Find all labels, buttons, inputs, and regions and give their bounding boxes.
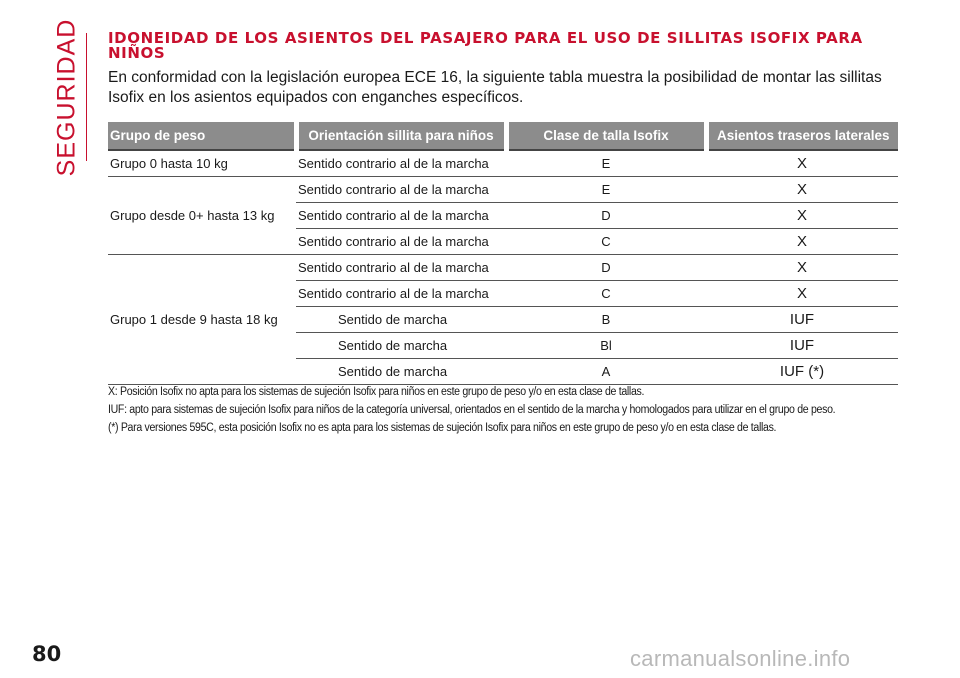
size-class-cell: E (506, 150, 706, 177)
orientation-cell: Sentido contrario al de la marcha (296, 281, 506, 307)
size-class-cell: D (506, 203, 706, 229)
orientation-cell: Sentido contrario al de la marcha (296, 229, 506, 255)
watermark: carmanualsonline.info (630, 646, 851, 671)
header-orientation: Orientación sillita para niños (296, 122, 506, 150)
footnote-595c: (*) Para versiones 595C, esta posición Isofix no es apta para los sistemas de sujeción Isofix para niños en este grupo de peso y/o en esta clase de tallas. (108, 422, 777, 434)
intro-paragraph: En conformidad con la legislación europea ECE 16, la siguiente tabla muestra la posibilidad de montar las sillitas Isofix en los asientos equipados con enganches específicos. (108, 69, 882, 106)
suitability-cell: IUF (706, 307, 898, 333)
page-title: IDONEIDAD DE LOS ASIENTOS DEL PASAJERO PARA EL USO DE SILLITAS ISOFIX PARA NIÑOS (108, 29, 863, 62)
orientation-cell: Sentido contrario al de la marcha (296, 255, 506, 281)
header-size-class: Clase de talla Isofix (506, 122, 706, 150)
suitability-cell: IUF (706, 333, 898, 359)
suitability-cell: X (706, 229, 898, 255)
weight-group-cell: Grupo desde 0+ hasta 13 kg (108, 177, 296, 255)
footnote-x: X: Posición Isofix no apta para los sistemas de sujeción Isofix para niños en este grupo de peso y/o en esta clase de tallas. (108, 386, 645, 398)
weight-group-cell: Grupo 0 hasta 10 kg (108, 150, 296, 177)
header-weight-group: Grupo de peso (108, 122, 296, 150)
table-row (108, 150, 898, 177)
section-label-text: SEGURIDAD (52, 18, 81, 176)
orientation-cell: Sentido contrario al de la marcha (296, 203, 506, 229)
table-row (108, 177, 898, 203)
size-class-cell: D (506, 255, 706, 281)
suitability-cell: X (706, 281, 898, 307)
suitability-cell: X (706, 150, 898, 177)
header-rear-seats: Asientos traseros laterales (706, 122, 898, 150)
table-footnotes (108, 384, 897, 438)
size-class-cell: E (506, 177, 706, 203)
weight-group-cell: Grupo 1 desde 9 hasta 18 kg (108, 255, 296, 385)
isofix-suitability-table (108, 122, 898, 385)
section-divider (86, 33, 87, 161)
page-number: 80 (32, 642, 62, 666)
size-class-cell: B (506, 307, 706, 333)
orientation-cell: Sentido de marcha (296, 359, 506, 385)
section-side-label (52, 18, 82, 176)
suitability-cell: IUF (*) (706, 359, 898, 385)
suitability-cell: X (706, 255, 898, 281)
table-row (108, 255, 898, 281)
size-class-cell: Bl (506, 333, 706, 359)
orientation-cell: Sentido de marcha (296, 307, 506, 333)
orientation-cell: Sentido contrario al de la marcha (296, 150, 506, 177)
size-class-cell: A (506, 359, 706, 385)
suitability-cell: X (706, 203, 898, 229)
footnote-iuf: IUF: apto para sistemas de sujeción Isofix para niños de la categoría universal, orientados en el sentido de la marcha y homologados para utilizar en el grupo de peso. (108, 404, 836, 416)
orientation-cell: Sentido contrario al de la marcha (296, 177, 506, 203)
size-class-cell: C (506, 281, 706, 307)
orientation-cell: Sentido de marcha (296, 333, 506, 359)
table-header-row (108, 122, 898, 150)
size-class-cell: C (506, 229, 706, 255)
suitability-cell: X (706, 177, 898, 203)
